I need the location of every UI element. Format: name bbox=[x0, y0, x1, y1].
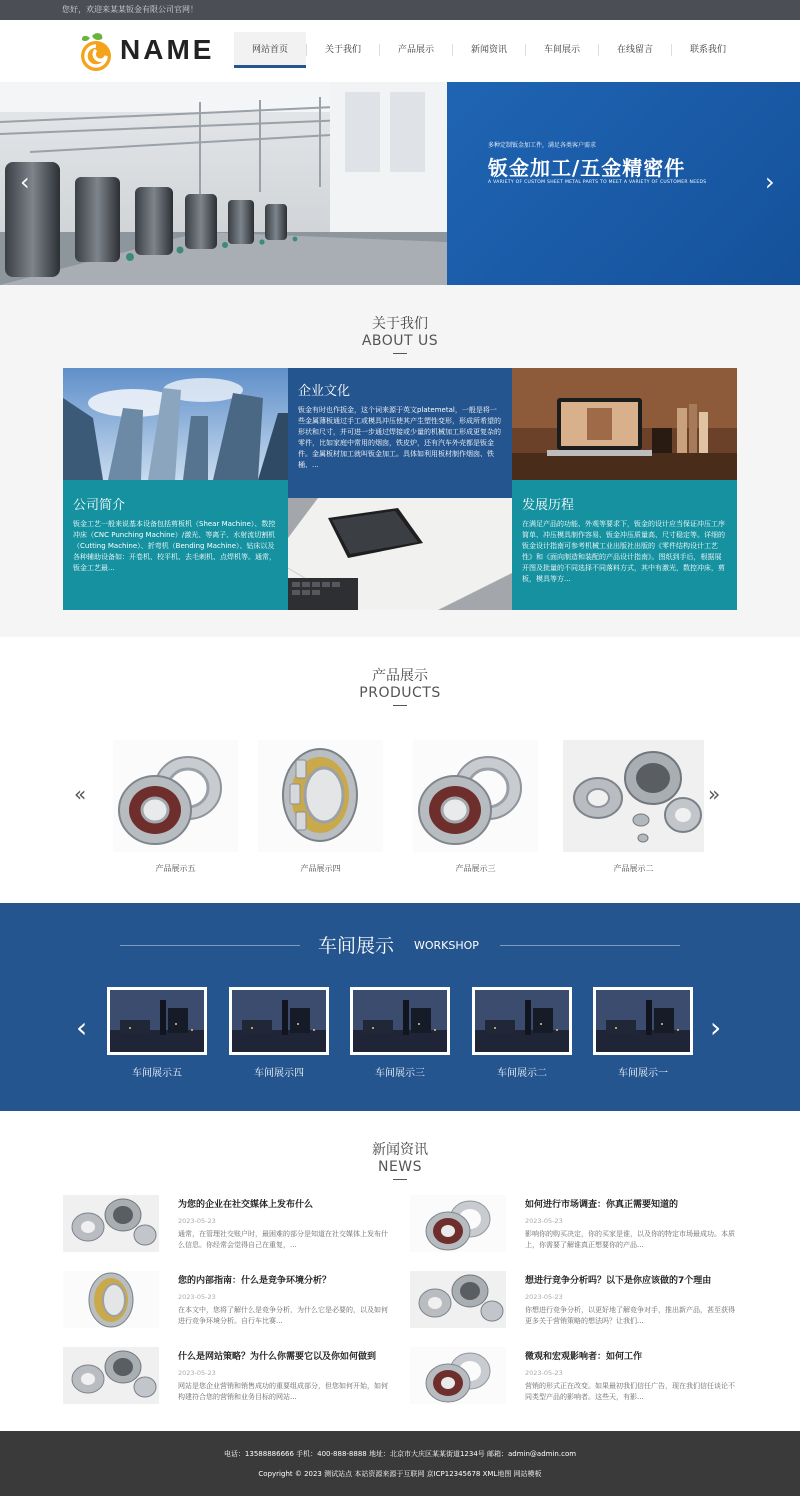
nav-workshop[interactable]: 车间展示 bbox=[543, 45, 580, 55]
title-underline bbox=[393, 1179, 407, 1180]
heading-line-left bbox=[120, 945, 300, 946]
news-item[interactable] bbox=[410, 1195, 740, 1255]
intro-panel[interactable] bbox=[63, 480, 288, 610]
about-grid bbox=[63, 368, 737, 610]
city-skyline-image bbox=[63, 368, 288, 480]
news-item[interactable] bbox=[63, 1347, 393, 1407]
news-content bbox=[525, 1349, 735, 1403]
roller-bearing-image bbox=[258, 740, 383, 852]
about-title-cn: 关于我们 bbox=[372, 316, 428, 332]
news-thumbnail bbox=[63, 1347, 159, 1404]
news-summary: 你想进行竞争分析，以更好地了解竞争对手，推出新产品，甚至获得更多关于营销策略的想法吗？让我们... bbox=[525, 1306, 735, 1325]
news-summary: 在本文中，您将了解什么是竞争分析，为什么它是必要的，以及如何进行竞争环境分析。自行车比赛... bbox=[178, 1306, 388, 1325]
history-title: 发展历程 bbox=[522, 498, 575, 513]
product-label: 产品展示四 bbox=[300, 864, 341, 873]
news-thumbnail bbox=[63, 1195, 159, 1252]
news-summary: 网站是您企业营销和销售成功的重要组成部分，但您如何开始，如何构建符合您的营销和业务目标的网站... bbox=[178, 1382, 388, 1401]
products-title-cn: 产品展示 bbox=[372, 668, 428, 684]
news-title[interactable]: 您的内部指南：什么是竞争环境分析？ bbox=[178, 1276, 332, 1286]
about-section bbox=[0, 285, 800, 637]
footer bbox=[0, 1431, 800, 1496]
news-date: 2023-05-23 bbox=[178, 1217, 216, 1225]
news-title[interactable]: 想进行竞争分析吗？以下是你应该做的7个理由 bbox=[525, 1276, 712, 1286]
products-section bbox=[0, 637, 800, 903]
logo-icon bbox=[78, 32, 116, 72]
nav-contact[interactable]: 联系我们 bbox=[689, 45, 726, 55]
nav-message[interactable]: 在线留言 bbox=[616, 45, 653, 55]
news-content bbox=[525, 1273, 735, 1327]
news-section bbox=[0, 1111, 800, 1431]
logo-text: NAME bbox=[120, 34, 215, 65]
footer-contact: 电话：13588886666 手机：400-888-8888 地址：北京市大庆区某某街道1234号 邮箱：admin@admin.com bbox=[223, 1450, 577, 1458]
heading-line-right bbox=[500, 945, 680, 946]
products-next-arrow[interactable]: » bbox=[708, 782, 721, 806]
product-label: 产品展示二 bbox=[613, 864, 654, 873]
workshop-image bbox=[472, 987, 572, 1055]
news-item[interactable] bbox=[410, 1271, 740, 1331]
news-date: 2023-05-23 bbox=[178, 1369, 216, 1377]
welcome-bar bbox=[0, 0, 800, 20]
culture-text: 钣金有时也作扳金，这个词来源于英文platemetal，一般是将一些金属薄板通过手工或模具冲压使其产生塑性变形，形成所希望的形状和尺寸，并可进一步通过焊接或少量的机械加工形成更复杂的零件，比如家庭中常用的烟囱，铁皮炉，还有汽车外壳都是钣金件。金属板材加工就叫钣金加工。具体如利用板材制作烟囱、铁桶、... bbox=[298, 406, 501, 469]
workshop-next-arrow[interactable]: › bbox=[710, 1011, 722, 1044]
product-card[interactable] bbox=[113, 740, 238, 874]
workshop-label: 车间展示四 bbox=[254, 1068, 304, 1079]
workshop-label: 车间展示二 bbox=[497, 1068, 547, 1079]
workshop-card[interactable] bbox=[472, 987, 572, 1079]
nav-about[interactable]: 关于我们 bbox=[324, 45, 361, 55]
phone-notebook-image bbox=[288, 498, 512, 610]
news-heading bbox=[0, 1139, 800, 1180]
news-content bbox=[178, 1349, 388, 1403]
workshop-card[interactable] bbox=[350, 987, 450, 1079]
workshop-prev-arrow[interactable]: ‹ bbox=[76, 1011, 88, 1044]
workshop-card[interactable] bbox=[229, 987, 329, 1079]
workshop-card[interactable] bbox=[593, 987, 693, 1079]
intro-text: 钣金工艺一般来说基本设备包括剪板机（Shear Machine）、数控冲床（CNC Punching Machine）/激光、等离子、水射流切割机（Cutting Machine）、折弯机（Bending Machine）、钻床以及各种辅助设备如：开卷机、校平机、去毛刺机、点焊机等。通常，钣金工艺最... bbox=[73, 520, 276, 572]
news-thumbnail bbox=[63, 1271, 159, 1328]
welcome-text: 您好，欢迎来某某钣金有限公司官网！ bbox=[62, 5, 198, 14]
title-underline bbox=[393, 705, 407, 706]
news-content bbox=[178, 1273, 388, 1327]
news-title[interactable]: 什么是网站策略？为什么你需要它以及你如何做到 bbox=[178, 1352, 377, 1362]
product-label: 产品展示五 bbox=[155, 864, 196, 873]
product-card[interactable] bbox=[563, 740, 704, 874]
news-item[interactable] bbox=[410, 1347, 740, 1407]
news-content bbox=[178, 1197, 388, 1251]
bearing-set-image bbox=[563, 740, 704, 852]
workshop-label: 车间展示一 bbox=[618, 1068, 668, 1079]
news-thumbnail bbox=[410, 1195, 506, 1252]
nav-products[interactable]: 产品展示 bbox=[397, 45, 434, 55]
products-prev-arrow[interactable]: « bbox=[74, 782, 87, 806]
workshop-label: 车间展示三 bbox=[375, 1068, 425, 1079]
news-item[interactable] bbox=[63, 1195, 393, 1255]
footer-copyright: Copyright © 2023 测试站点 本站资源来源于互联网 京ICP12345678 XML地图 网站模板 bbox=[258, 1470, 542, 1478]
banner-subtitle: 多种定制钣金加工件，满足各类客户需求 bbox=[488, 142, 597, 149]
workshop-title-cn: 车间展示 bbox=[318, 935, 395, 957]
news-thumbnail bbox=[410, 1271, 506, 1328]
product-card[interactable] bbox=[413, 740, 538, 874]
bearing-image bbox=[413, 740, 538, 852]
banner-prev-arrow[interactable]: ‹ bbox=[20, 168, 30, 196]
product-label: 产品展示三 bbox=[455, 864, 496, 873]
hero-banner bbox=[0, 82, 800, 285]
culture-panel[interactable] bbox=[288, 368, 512, 498]
workshop-image bbox=[350, 987, 450, 1055]
product-card[interactable] bbox=[258, 740, 383, 874]
header bbox=[0, 20, 800, 82]
news-date: 2023-05-23 bbox=[525, 1217, 563, 1225]
news-title[interactable]: 如何进行市场调查：你真正需要知道的 bbox=[525, 1200, 679, 1210]
products-heading bbox=[0, 665, 800, 706]
logo[interactable] bbox=[78, 32, 213, 72]
main-nav bbox=[234, 32, 744, 68]
laptop-desk-image bbox=[512, 368, 737, 480]
products-title-en: PRODUCTS bbox=[359, 685, 441, 701]
culture-title: 企业文化 bbox=[298, 384, 351, 399]
banner-title-en: A VARIETY OF CUSTOM SHEET METAL PARTS TO MEET A VARIETY OF CUSTOMER NEEDS bbox=[488, 180, 707, 185]
workshop-image bbox=[229, 987, 329, 1055]
news-title-cn: 新闻资讯 bbox=[372, 1142, 428, 1158]
workshop-card[interactable] bbox=[107, 987, 207, 1079]
nav-home[interactable]: 网站首页 bbox=[234, 32, 306, 68]
news-date: 2023-05-23 bbox=[525, 1293, 563, 1301]
about-heading bbox=[0, 313, 800, 354]
bearing-image bbox=[113, 740, 238, 852]
factory-photo bbox=[0, 82, 447, 285]
history-text: 在满足产品的功能、外观等要求下，钣金的设计应当保证冲压工序简单、冲压模具制作容易、钣金冲压质量高、尺寸稳定等。详细的钣金设计指南可参考机械工业出版社出版的《零件结构设计工艺性》和《面向制造和装配的产品设计指南》。图纸到手后，根据展开图及批量的不同选择不同落料方式，其中有激光，数控冲床，剪板，模具等方... bbox=[522, 520, 725, 583]
nav-news[interactable]: 新闻资讯 bbox=[470, 45, 507, 55]
news-title[interactable]: 为您的企业在社交媒体上发布什么 bbox=[178, 1200, 314, 1210]
news-title-en: NEWS bbox=[377, 1159, 423, 1175]
news-date: 2023-05-23 bbox=[525, 1369, 563, 1377]
workshop-label: 车间展示五 bbox=[132, 1068, 182, 1079]
news-thumbnail bbox=[410, 1347, 506, 1404]
history-panel[interactable] bbox=[512, 480, 737, 610]
banner-next-arrow[interactable]: › bbox=[765, 168, 775, 196]
workshop-title-en: WORKSHOP bbox=[414, 939, 479, 952]
news-summary: 营销的形式正在改变。如果最初我们信任广告，现在我们信任谈论不同类型产品的影响者。这些天，有影... bbox=[525, 1382, 735, 1401]
workshop-image bbox=[593, 987, 693, 1055]
about-title-en: ABOUT US bbox=[361, 333, 439, 349]
news-title[interactable]: 微观和宏观影响者：如何工作 bbox=[525, 1352, 643, 1362]
banner-title: 钣金加工/五金精密件 bbox=[488, 156, 686, 180]
title-underline bbox=[393, 353, 407, 354]
workshop-section bbox=[0, 903, 800, 1111]
intro-title: 公司简介 bbox=[73, 498, 126, 513]
workshop-image bbox=[107, 987, 207, 1055]
news-content bbox=[525, 1197, 735, 1251]
news-item[interactable] bbox=[63, 1271, 393, 1331]
news-summary: 通常，在管理社交账户时，最困难的部分是知道在社交媒体上发布什么信息。你经常会觉得自己在重复，... bbox=[178, 1230, 388, 1249]
news-date: 2023-05-23 bbox=[178, 1293, 216, 1301]
news-summary: 影响你的购买决定，你的买家是谁，以及你的特定市场最成功。本质上，你需要了解谁真正想要你的产品... bbox=[525, 1230, 735, 1249]
